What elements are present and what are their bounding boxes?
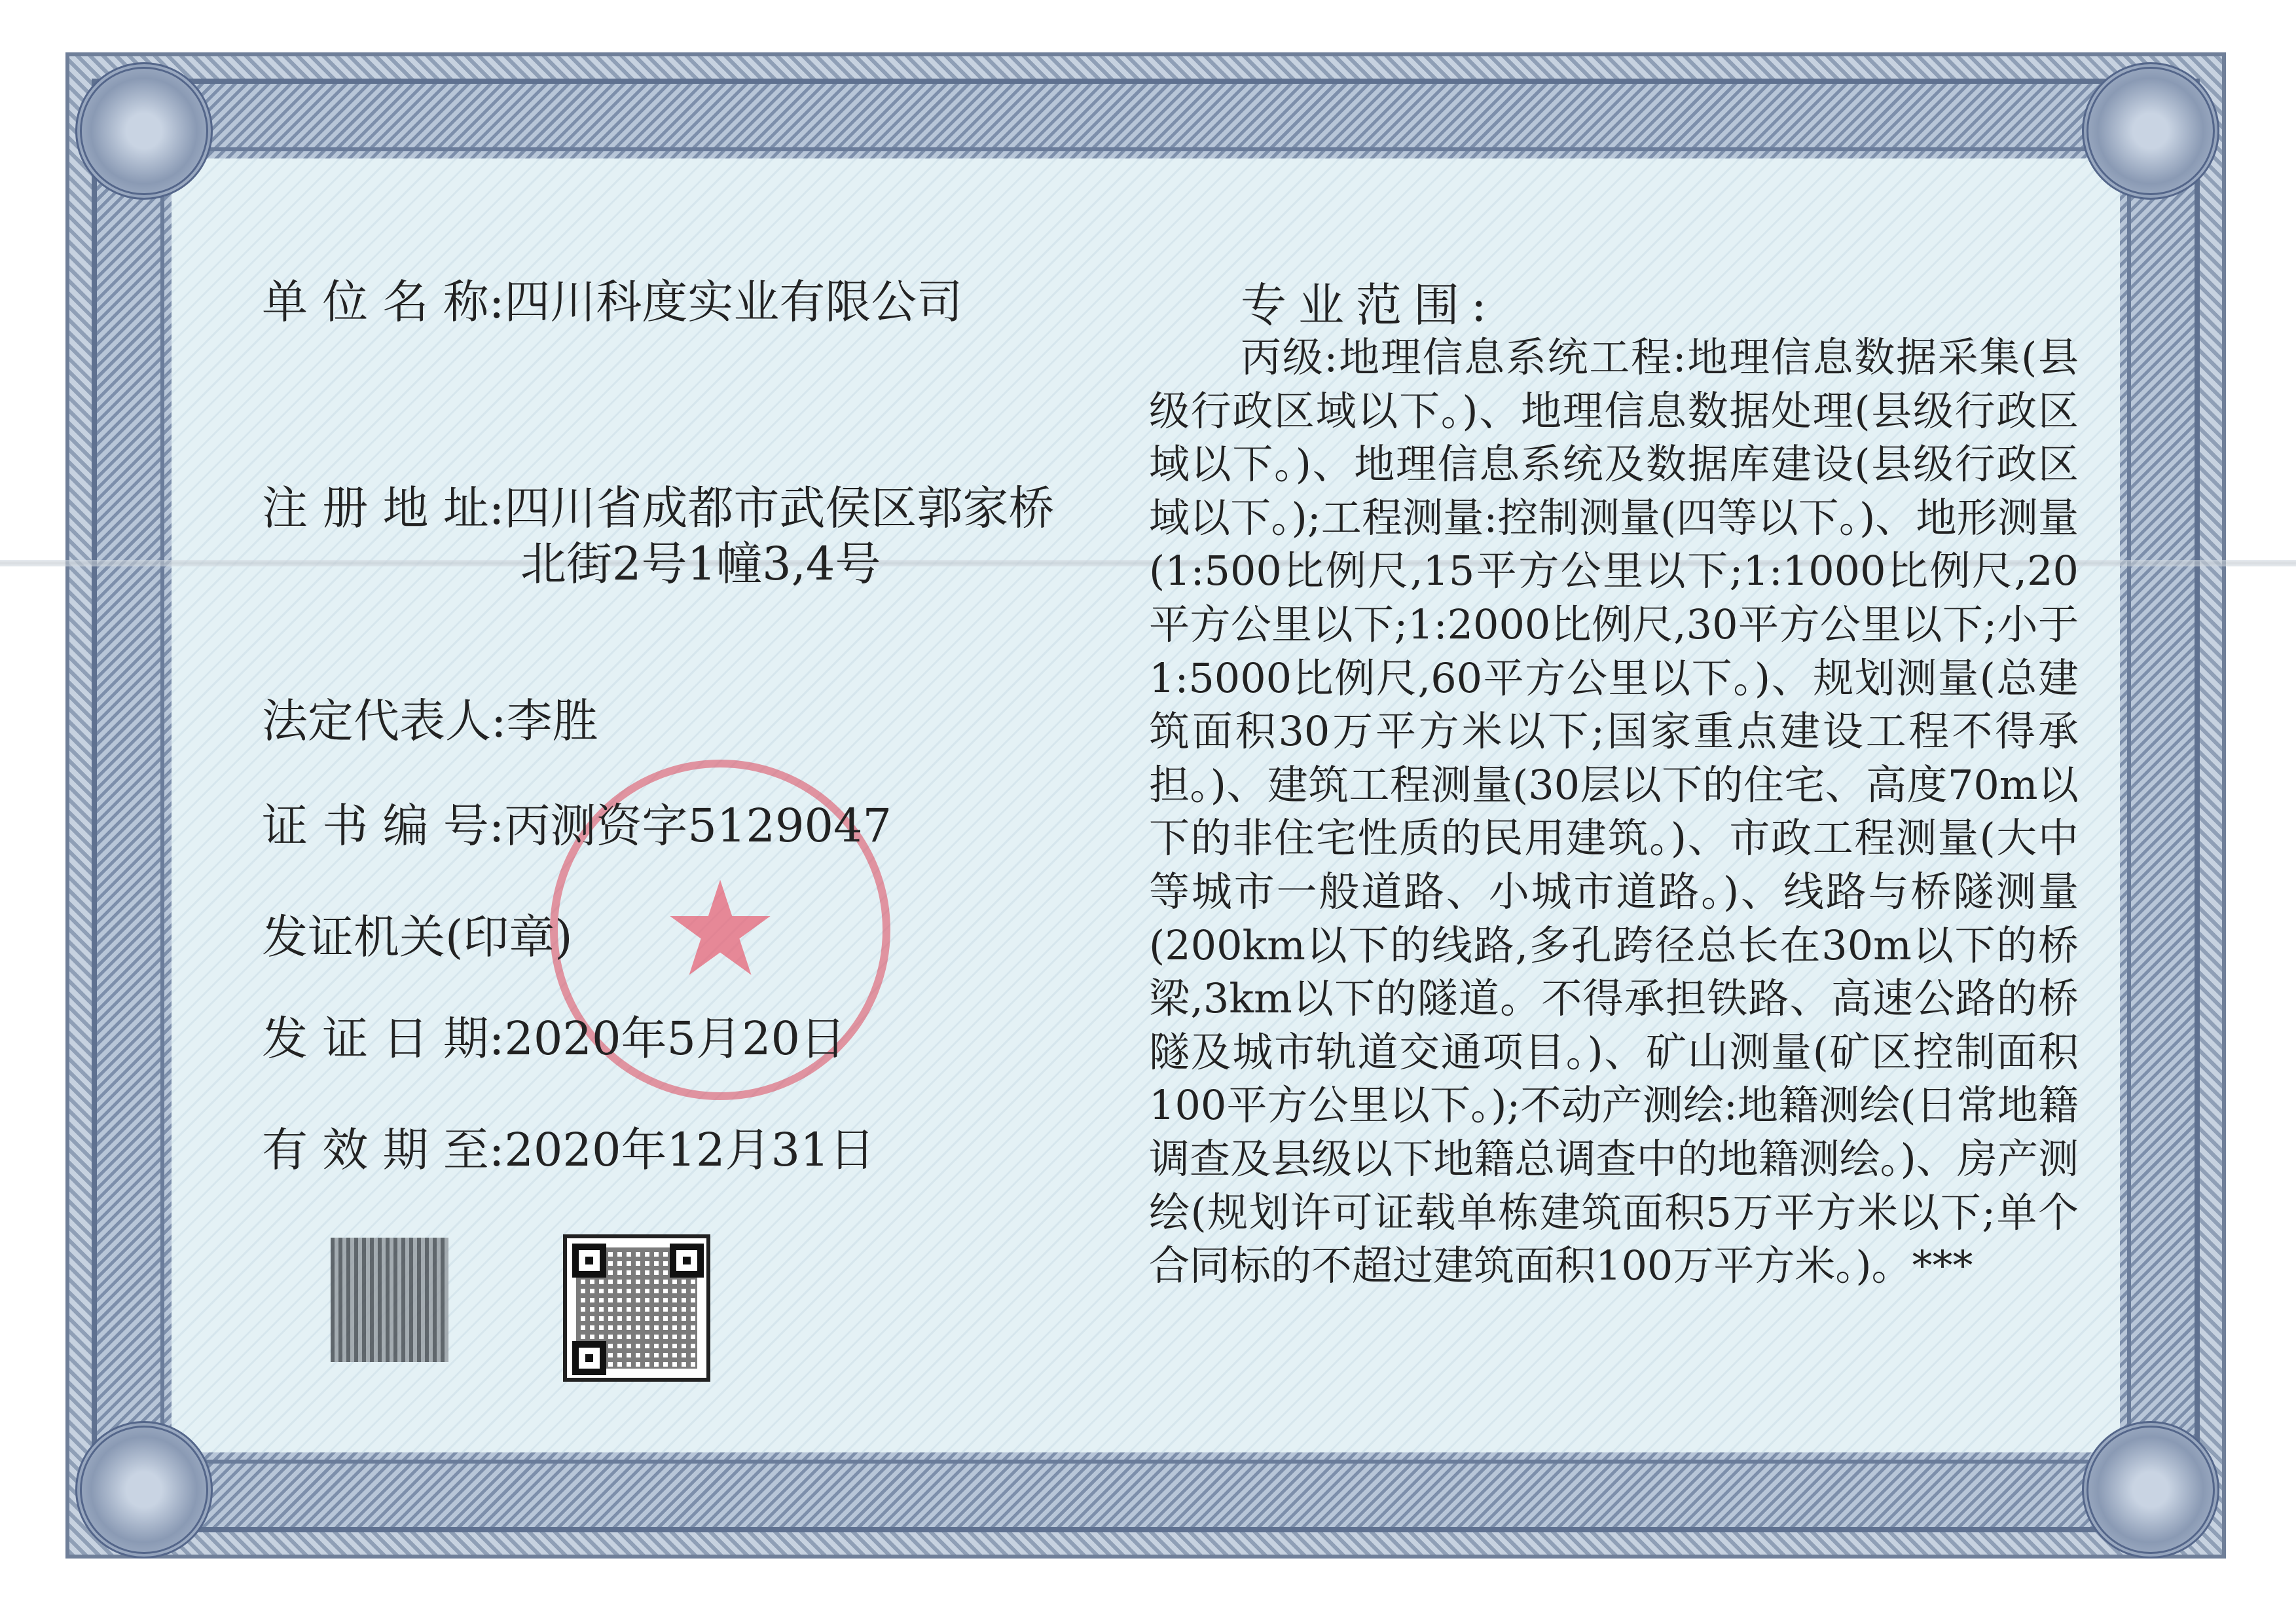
corner-ornament-icon [75,1421,213,1559]
address-row-2 [520,527,881,593]
qr-finder-icon [572,1244,606,1278]
corner-ornament-icon [75,62,213,200]
qr-finder-icon [670,1244,704,1278]
valid-until-row [262,1113,875,1179]
authority-label: 发证机关(印章) [262,910,573,964]
issue-date-row [262,1002,846,1068]
seal-star-icon: ★ [661,853,779,1006]
valid-until-value: 2020年12月31日 [504,1123,875,1177]
issue-date-value: 2020年5月20日 [504,1012,847,1065]
certificate-number-label: 证 书 编 号: [262,799,505,853]
qr-code-icon [563,1234,710,1382]
scope-body: 丙级:地理信息系统工程:地理信息数据采集(县级行政区域以下。)、地理信息数据处理(县级行政区域以下。)、地理信息系统及数据库建设(县级行政区域以下。);工程测量:控制测量(四等以下。)、地形测量(1:500比例尺,15平方公里以下;1:1000比例尺,20平方公里以下;1:2000比例尺,30平方公里以下;小于1:5000比例尺,60平方公里以下。)、规划测量(总建筑面积30万平方米以下;国家重点建设工程不得承担。)、建筑工程测量(30层以下的住宅、高度70m以下的非住宅性质的民用建筑。)、市政工程测量(大中等城市一般道路、小城市道路。)、线路与桥隧测量(200km以下的线路,多孔跨径总长在30m以下的桥梁,3km以下的隧道。不得承担铁路、高速公路的桥隧及城市轨道交通项目。)、矿山测量(矿区控制面积100平方公里以下。);不动产测绘:地籍测绘(日常地籍调查及县级以下地籍总调查中的地籍测绘。)、房产测绘(规划许可证载单栋建筑面积5万平方米以下;单个合同标的不超过建筑面积100万平方米。)。*** [1149,333,2079,1290]
unit-name-row [262,265,962,331]
address-value-line1: 四川省成都市武侯区郭家桥 [504,481,1055,535]
representative-value: 李胜 [506,694,598,748]
unit-name-label: 单 位 名 称: [262,275,505,329]
scope-title: 专业范围: [1241,278,1499,332]
corner-ornament-icon [2082,1421,2219,1559]
address-label: 注 册 地 址: [262,481,505,535]
valid-until-label: 有 效 期 至: [262,1123,505,1177]
authority-row [262,900,573,967]
representative-row [262,684,598,750]
corner-ornament-icon [2082,62,2219,200]
certificate-number-value: 丙测资字5129047 [504,799,892,853]
certificate-number-row [262,789,892,855]
hologram-icon [331,1238,448,1362]
qr-finder-icon [572,1341,606,1375]
address-value-line2: 北街2号1幢3,4号 [520,537,881,591]
unit-name-value: 四川科度实业有限公司 [504,275,963,329]
representative-label: 法定代表人: [262,694,507,748]
issue-date-label: 发 证 日 期: [262,1012,505,1065]
